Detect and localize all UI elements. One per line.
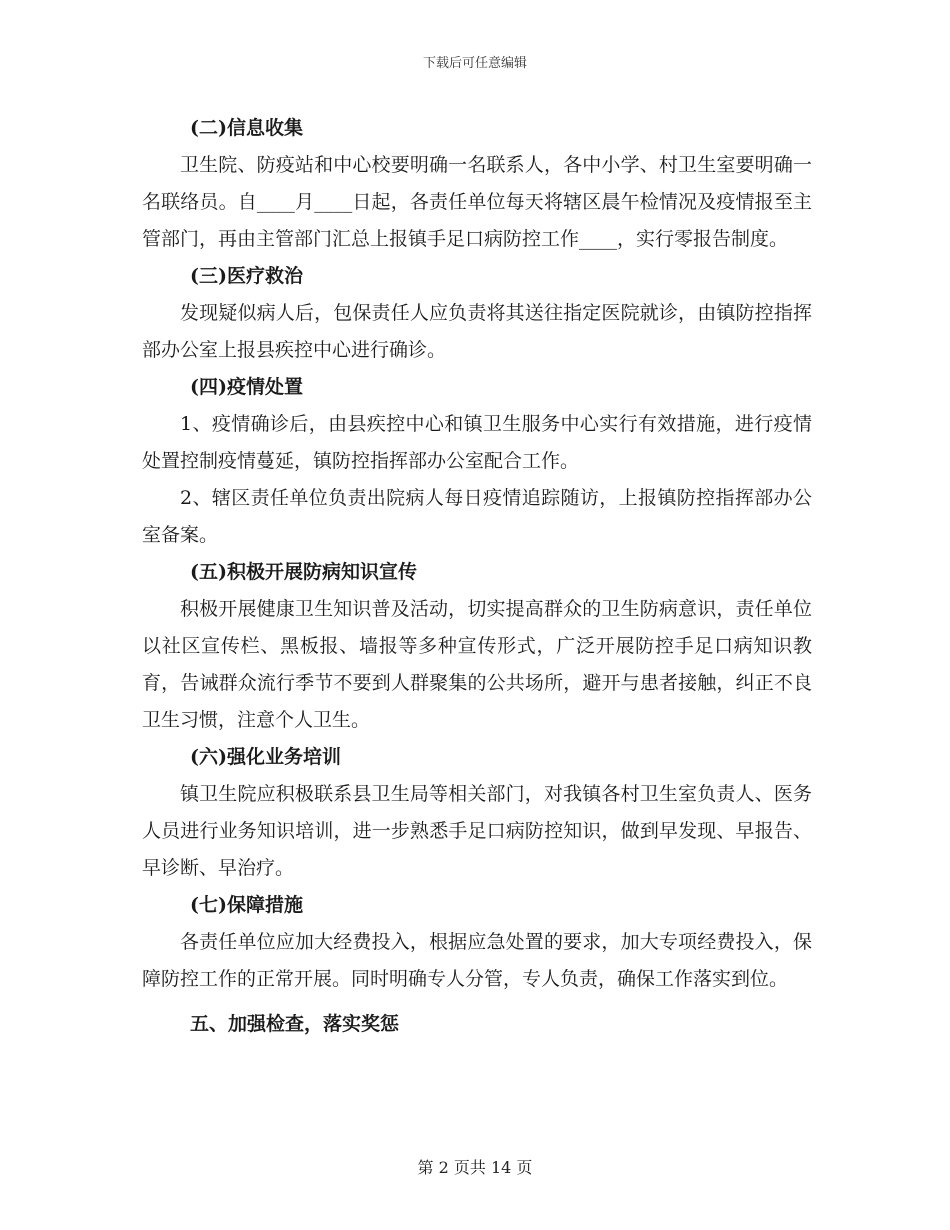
section-heading: (五)积极开展防病知识宣传 — [190, 561, 417, 583]
page-header: 下载后可任意编辑 — [422, 56, 527, 71]
paragraph: 各责任单位应加大经费投入，根据应急处置的要求，加大专项经费投入，保障防控工作的正常开展。同时明确专人分管，专人负责，确保工作落实到位。 — [142, 931, 812, 990]
paragraph: 卫生院、防疫站和中心校要明确一名联系人，各中小学、村卫生室要明确一名联络员。自____月____日起，各责任单位每天将辖区晨午检情况及疫情报至主管部门，再由主管部门汇总上报镇手足口病防控工作____，实行零报告制度。 — [142, 154, 812, 250]
section-heading: (三)医疗救治 — [190, 265, 303, 287]
section-heading: (四)疫情处置 — [190, 376, 303, 398]
document-body — [142, 110, 812, 1043]
page-footer: 第 2 页共 14 页 — [417, 1158, 533, 1177]
section-heading: (六)强化业务培训 — [190, 746, 341, 768]
paragraph: 1、疫情确诊后，由县疾控中心和镇卫生服务中心实行有效措施，进行疫情处置控制疫情蔓延，镇防控指挥部办公室配合工作。 — [142, 413, 812, 472]
section-heading: (七)保障措施 — [190, 894, 303, 916]
paragraph: 镇卫生院应积极联系县卫生局等相关部门，对我镇各村卫生室负责人、医务人员进行业务知识培训，进一步熟悉手足口病防控知识，做到早发现、早报告、早诊断、早治疗。 — [142, 783, 812, 879]
paragraph: 2、辖区责任单位负责出院病人每日疫情追踪随访，上报镇防控指挥部办公室备案。 — [142, 487, 812, 546]
section-heading: (二)信息收集 — [190, 117, 303, 139]
paragraph: 发现疑似病人后，包保责任人应负责将其送往指定医院就诊，由镇防控指挥部办公室上报县疾控中心进行确诊。 — [142, 302, 812, 361]
chapter-heading: 五、加强检查，落实奖惩 — [190, 1013, 400, 1035]
paragraph: 积极开展健康卫生知识普及活动，切实提高群众的卫生防病意识，责任单位以社区宣传栏、黑板报、墙报等多种宣传形式，广泛开展防控手足口病知识教育，告诫群众流行季节不要到人群聚集的公共场所，避开与患者接触，纠正不良卫生习惯，注意个人卫生。 — [142, 598, 812, 731]
